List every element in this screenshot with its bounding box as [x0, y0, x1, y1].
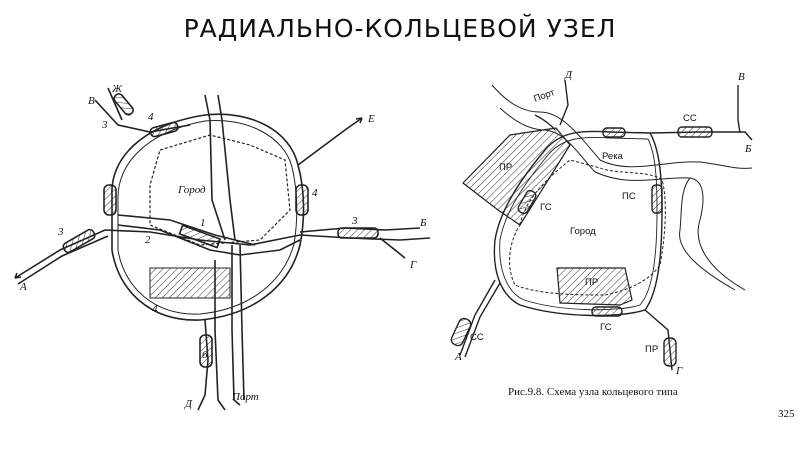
- right-label-ps: ПС: [622, 191, 636, 202]
- right-label-G: Г: [676, 365, 683, 377]
- right-label-D: Д: [565, 69, 572, 81]
- left-label-B: Б: [420, 217, 427, 229]
- right-label-pr3: ПР: [645, 344, 659, 355]
- left-station-3-right: [338, 228, 378, 238]
- left-label-Zh: Ж: [112, 83, 123, 95]
- left-line-A2: [18, 236, 108, 284]
- left-label-E: Е: [368, 113, 375, 125]
- left-label-6: 6: [202, 349, 208, 361]
- right-station-gs-bottom: [592, 307, 622, 316]
- right-label-ss2: СС: [470, 332, 484, 343]
- left-label-D: Д: [185, 398, 192, 410]
- left-label-3a: 3: [102, 119, 108, 131]
- left-line-port3: [240, 245, 244, 400]
- left-label-A: А: [20, 281, 27, 293]
- left-line-port2: [232, 245, 240, 405]
- figure-caption: Рис.9.8. Схема узла кольцевого типа: [508, 386, 678, 398]
- right-label-gs1: ГС: [540, 202, 552, 213]
- right-line-V: [738, 85, 740, 133]
- right-label-gs2: ГС: [600, 322, 612, 333]
- left-scheme: [15, 88, 430, 410]
- right-line-A2: [465, 283, 500, 357]
- right-label-city: Город: [570, 226, 596, 237]
- left-label-4a: 4: [148, 111, 154, 123]
- right-label-pr1: ПР: [499, 162, 513, 173]
- left-label-G: Г: [410, 259, 417, 271]
- left-label-4c: 4: [152, 303, 158, 315]
- right-station-pr-bottom: [664, 338, 676, 366]
- right-port-area: [463, 128, 570, 225]
- left-port-area: [150, 268, 230, 298]
- left-line-E: [298, 118, 362, 165]
- right-line-D: [560, 80, 568, 125]
- left-label-3b: 3: [58, 226, 64, 238]
- left-label-2: 2: [145, 234, 151, 246]
- right-label-A: А: [455, 351, 462, 363]
- left-label-3c: 3: [352, 215, 358, 227]
- right-label-ss1: СС: [683, 113, 697, 124]
- left-label-V: В: [88, 95, 95, 107]
- right-label-port: Порт: [532, 87, 557, 105]
- left-label-1: 1: [200, 217, 206, 229]
- right-label-V: В: [738, 71, 745, 83]
- left-label-4b: 4: [312, 187, 318, 199]
- left-line-G: [380, 238, 405, 258]
- left-label-city: Город: [178, 184, 206, 196]
- left-line-vertical-top2: [218, 95, 235, 240]
- left-station-4-top: [149, 122, 178, 138]
- left-station-3-left: [62, 228, 96, 254]
- page-number: 325: [778, 408, 795, 420]
- right-line-A: [460, 280, 495, 355]
- right-station-top-left: [603, 128, 625, 137]
- right-label-pr2: ПР: [585, 277, 599, 288]
- right-label-river: Река: [602, 151, 623, 162]
- right-station-ss-top: [678, 127, 712, 137]
- left-station-left: [104, 185, 116, 215]
- right-line-port: [535, 115, 555, 130]
- right-scheme-labels: [454, 69, 752, 377]
- right-river-bank: [680, 178, 735, 290]
- slide-title: РАДИАЛЬНО-КОЛЬЦЕВОЙ УЗЕЛ: [183, 14, 617, 43]
- left-city-boundary: [150, 135, 290, 245]
- right-label-B: Б: [745, 143, 752, 155]
- left-station-right: [296, 185, 308, 215]
- left-label-port: Порт: [232, 391, 259, 403]
- right-station-ps: [652, 185, 662, 213]
